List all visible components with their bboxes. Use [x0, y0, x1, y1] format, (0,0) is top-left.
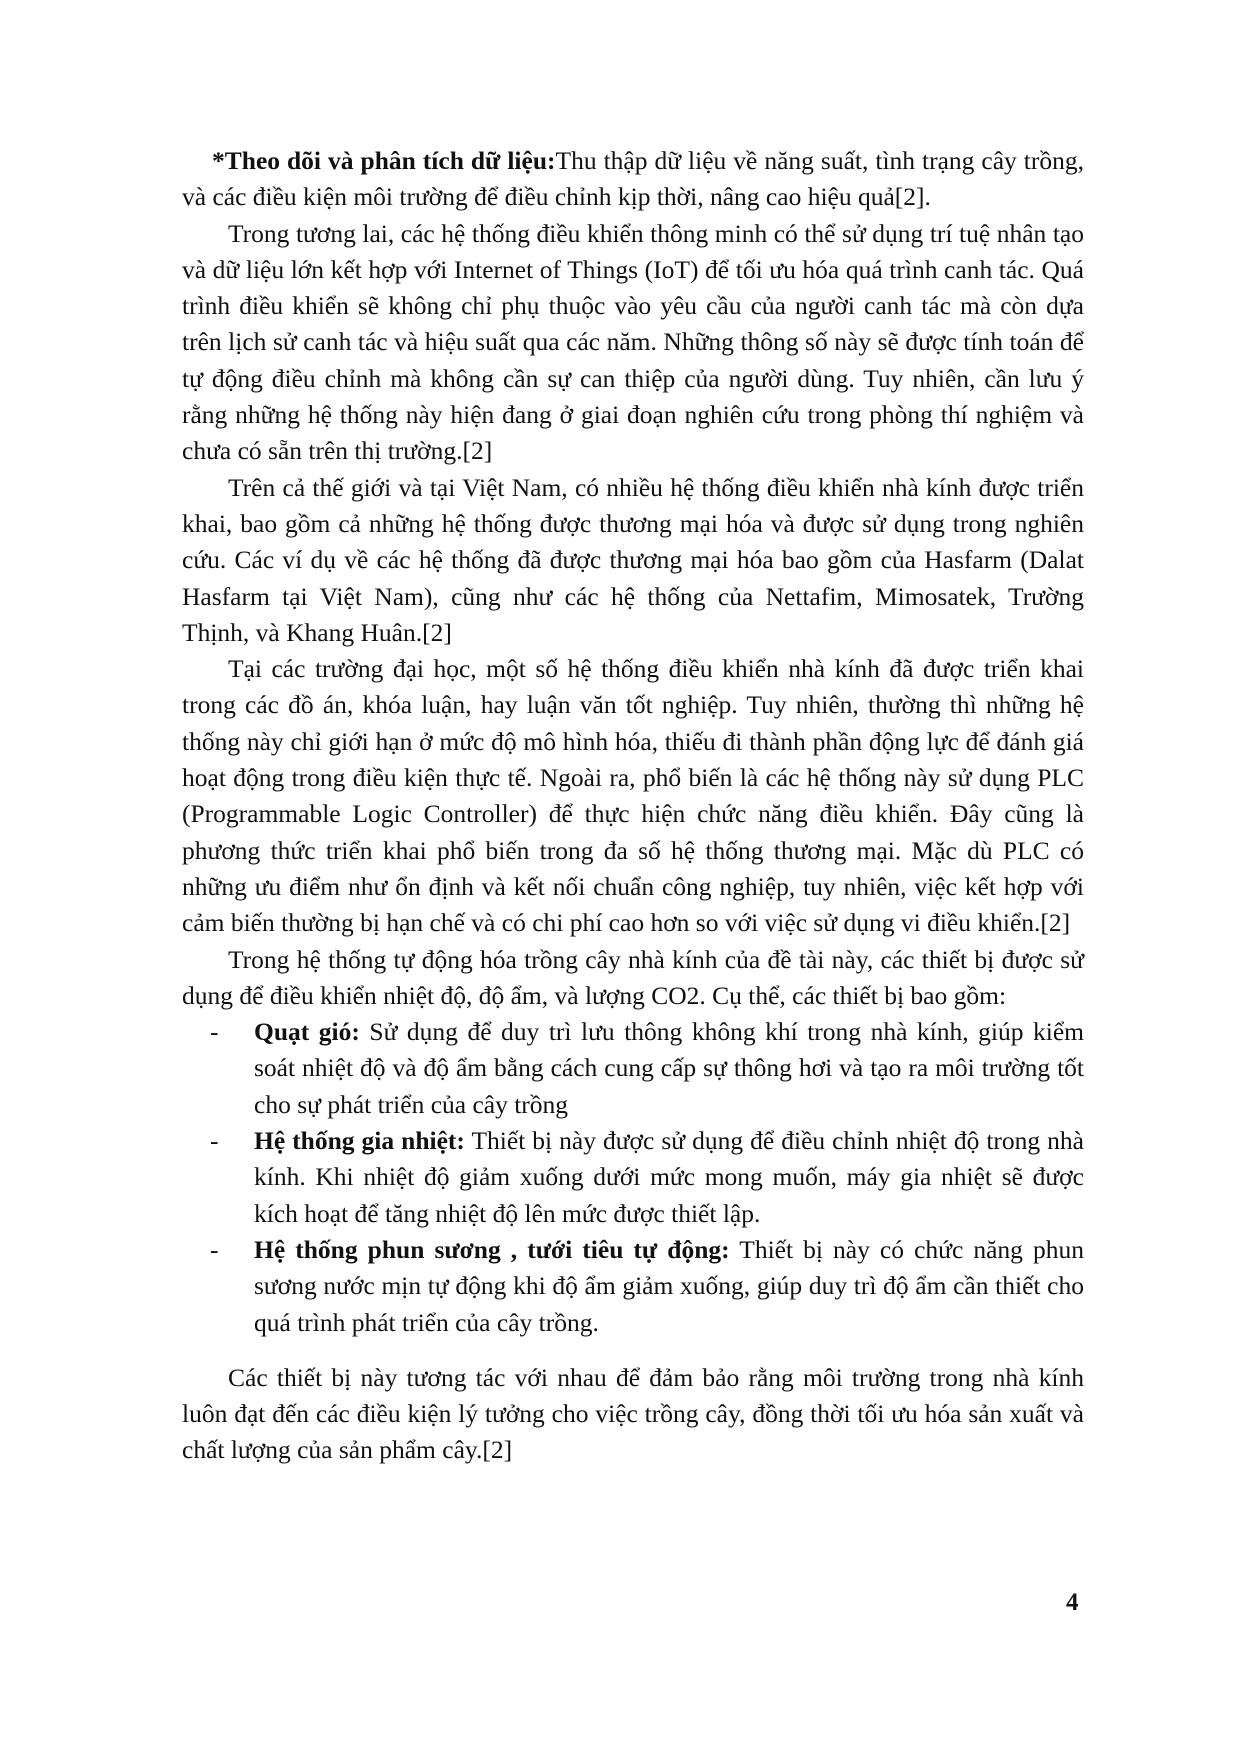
list-item-term: Quạt gió: [254, 1017, 360, 1047]
paragraph-conclusion: Các thiết bị này tương tác với nhau để đảm bảo rằng môi trường trong nhà kính luôn đạt đến các điều kiện lý tưởng cho việc trồng cây, đồng thời tối ưu hóa sản xuất và chất lượng của sản phẩm cây.[2] [182, 1362, 1084, 1465]
paragraph-commercial-systems: Trên cả thế giới và tại Việt Nam, có nhiều hệ thống điều khiển nhà kính được triển khai, bao gồm cả những hệ thống được thương mại hóa và được sử dụng trong nghiên cứu. Các ví dụ về các hệ thống đã được thương mại hóa bao gồm của Hasfarm (Dalat Hasfarm tại Việt Nam), cũng như các hệ thống của Nettafim, Mimosatek, Trường Thịnh, và Khang Huân.[2] [182, 472, 1084, 647]
paragraph-future-systems: Trong tương lai, các hệ thống điều khiển thông minh có thể sử dụng trí tuệ nhân tạo và dữ liệu lớn kết hợp với Internet of Things (IoT) để tối ưu hóa quá trình canh tác. Quá trình điều khiển sẽ không chỉ phụ thuộc vào yêu cầu của người canh tác mà còn dựa trên lịch sử canh tác và hiệu suất qua các năm. Những thông số này sẽ được tính toán để tự động điều chỉnh mà không cần sự can thiệp của người dùng. Tuy nhiên, cần lưu ý rằng những hệ thống này hiện đang ở giai đoạn nghiên cứu trong phòng thí nghiệm và chưa có sẵn trên thị trường.[2] [182, 218, 1084, 466]
list-item [182, 1232, 1084, 1341]
document-body [182, 143, 1084, 1469]
paragraph-lead: *Theo dõi và phân tích dữ liệu: [212, 146, 556, 175]
list-bullet-marker: - [210, 1234, 219, 1264]
list-bullet-marker: - [210, 1017, 219, 1047]
list-item-text: Thiết bị này được sử dụng để điều chỉnh nhiệt độ trong nhà kính. Khi nhiệt độ giảm xuống dưới mức mong muốn, máy gia nhiệt sẽ được kích hoạt để tăng nhiệt độ lên mức được thiết lập. [254, 1126, 1085, 1228]
list-bullet-marker: - [210, 1126, 219, 1156]
list-item-term: Hệ thống gia nhiệt: [254, 1126, 465, 1156]
device-list [182, 1014, 1084, 1341]
paragraph-universities: Tại các trường đại học, một số hệ thống điều khiển nhà kính đã được triển khai trong các đồ án, khóa luận, hay luận văn tốt nghiệp. Tuy nhiên, thường thì những hệ thống này chỉ giới hạn ở mức độ mô hình hóa, thiếu đi thành phần động lực để đánh giá hoạt động trong điều kiện thực tế. Ngoài ra, phổ biến là các hệ thống này sử dụng PLC (Programmable Logic Controller) để thực hiện chức năng điều khiển. Đây cũng là phương thức triển khai phổ biến trong đa số hệ thống thương mại. Mặc dù PLC có những ưu điểm như ổn định và kết nối chuẩn công nghiệp, tuy nhiên, việc kết hợp với cảm biến thường bị hạn chế và có chi phí cao hơn so với việc sử dụng vi điều khiển.[2] [182, 654, 1084, 938]
list-item [182, 1123, 1084, 1232]
paragraph-devices-intro: Trong hệ thống tự động hóa trồng cây nhà kính của đề tài này, các thiết bị được sử dụng để điều khiển nhiệt độ, độ ẩm, và lượng CO2. Cụ thể, các thiết bị bao gồm: [182, 944, 1084, 1010]
list-item [182, 1014, 1084, 1123]
list-item-text: Thiết bị này có chức năng phun sương nước mịn tự động khi độ ẩm giảm xuống, giúp duy trì độ ẩm cần thiết cho quá trình phát triển của cây trồng. [254, 1234, 1084, 1337]
paragraph-data-monitoring [182, 143, 1084, 216]
paragraph-text: Thu thập dữ liệu về năng suất, tình trạng cây trồng, và các điều kiện môi trường để điều chỉnh kịp thời, nâng cao hiệu quả[2]. [182, 146, 1084, 212]
list-item-term: Hệ thống phun sương , tưới tiêu tự động: [254, 1234, 730, 1264]
list-item-text: Sử dụng để duy trì lưu thông không khí trong nhà kính, giúp kiểm soát nhiệt độ và độ ẩm bằng cách cung cấp sự thông hơi và tạo ra môi trường tốt cho sự phát triển của cây trồng [254, 1017, 1085, 1119]
page-number: 4 [1066, 1589, 1079, 1616]
